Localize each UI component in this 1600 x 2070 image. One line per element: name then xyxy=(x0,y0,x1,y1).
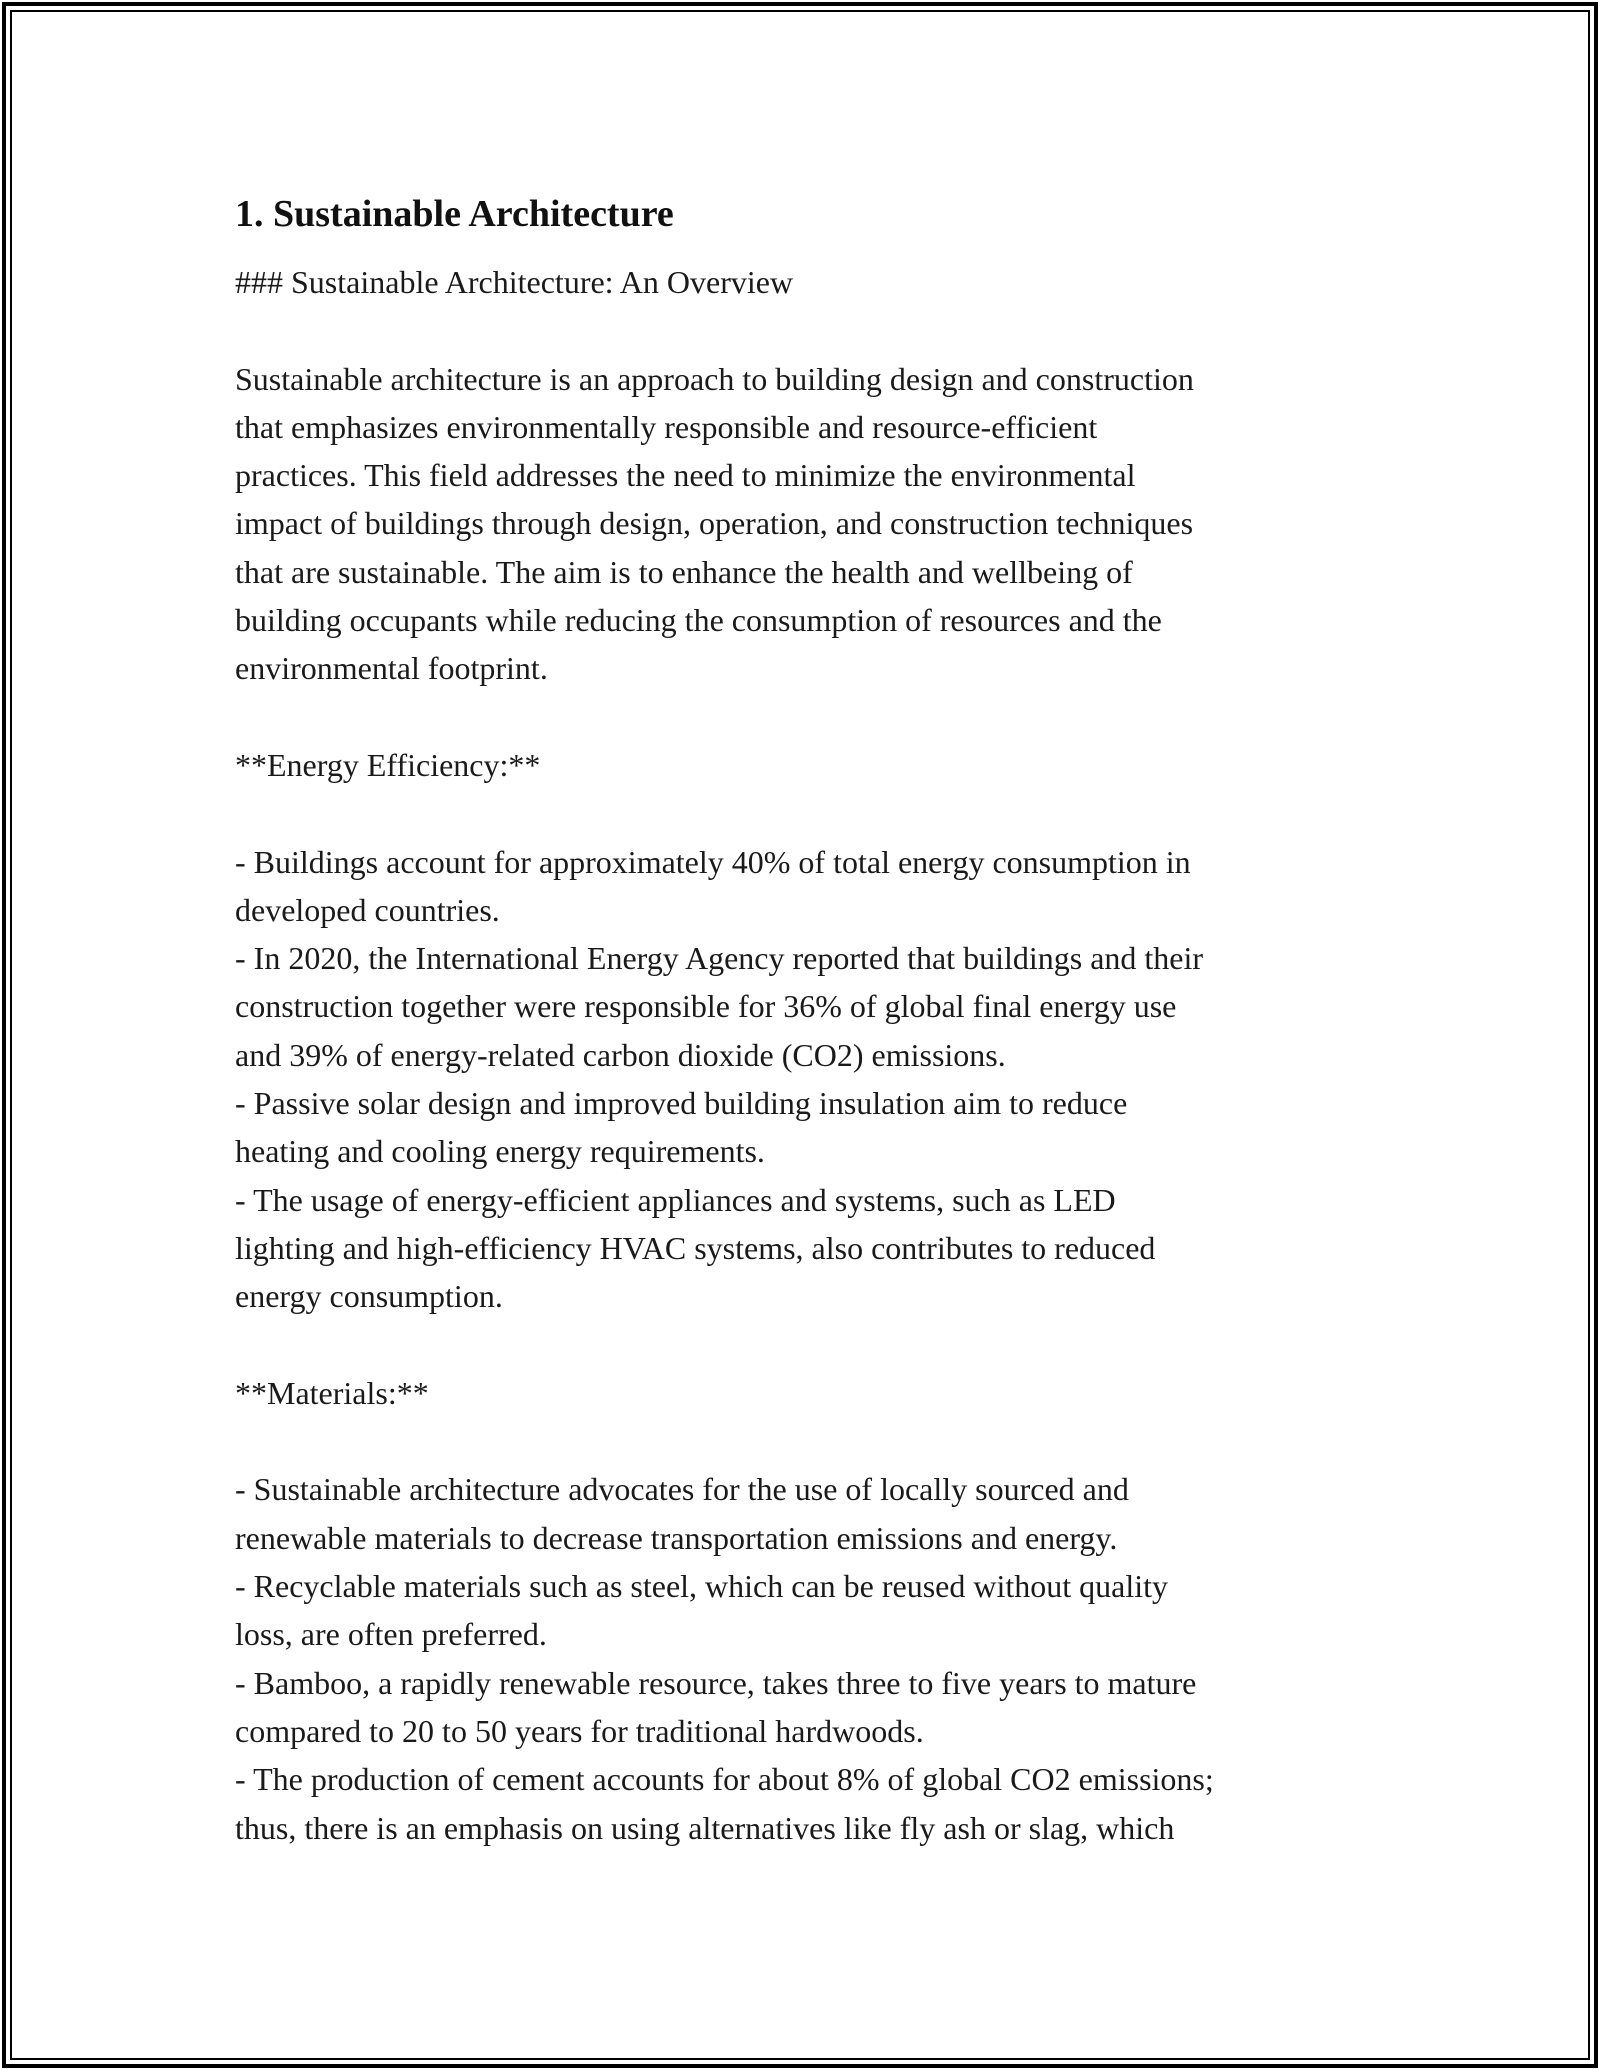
overview-paragraph: Sustainable architecture is an approach to building design and construction that emphasizes environmentally responsible and resource-efficient practices. This field addresses the need to minimize the environmental impact of buildings through design, operation, and construction techniques that are sustainable. The aim is to enhance the health and wellbeing of building occupants while reducing the consumption of resources and the environmental footprint. xyxy=(235,360,1194,687)
energy-efficiency-list: - Buildings account for approximately 40% of total energy consumption in developed countries. - In 2020, the International Energy Agency reported that buildings and their construction together were responsible for 36% of global final energy use and 39% of energy-related carbon dioxide (CO2) emissions. - Passive solar design and improved building insulation aim to reduce heating and cooling energy requirements. - The usage of energy-efficient appliances and systems, such as LED lighting and high-efficiency HVAC systems, also contributes to reduced energy consumption. xyxy=(235,843,1204,1315)
overview-heading: ### Sustainable Architecture: An Overview xyxy=(235,264,794,300)
materials-list: - Sustainable architecture advocates for the use of locally sourced and renewable materials to decrease transportation emissions and energy. - Recyclable materials such as steel, which can be reused without quality loss, are often preferred. - Bamboo, a rapidly renewable resource, takes three to five years to mature compared to 20 to 50 years for traditional hardwoods. - The production of cement accounts for about 8% of global CO2 emissions; thus, there is an emphasis on using alternatives like fly ash or slag, which xyxy=(235,1471,1214,1846)
section-title: 1. Sustainable Architecture xyxy=(235,193,674,235)
materials-heading: **Materials:** xyxy=(235,1374,429,1411)
energy-efficiency-heading: **Energy Efficiency:** xyxy=(235,746,541,783)
document-body xyxy=(235,186,1365,1852)
